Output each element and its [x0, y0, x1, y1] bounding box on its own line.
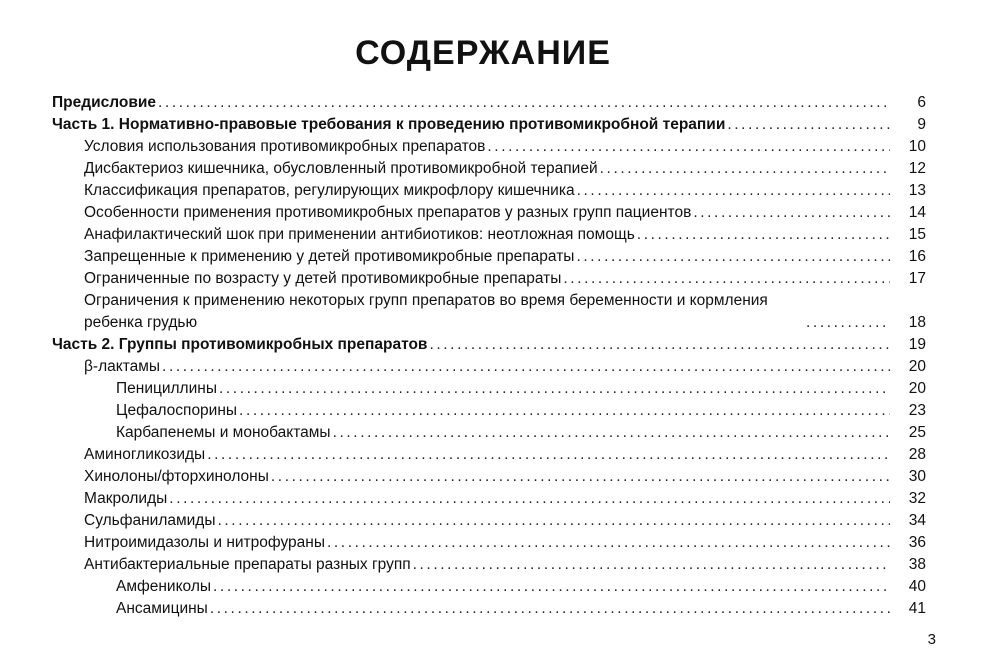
- toc-entry-page: 28: [908, 446, 926, 463]
- toc-entry-page: 20: [908, 380, 926, 397]
- dot-leader: [413, 554, 890, 576]
- toc-entry-title: Карбапенемы и монобактамы: [116, 424, 331, 441]
- toc-entry[interactable]: [52, 378, 926, 400]
- toc-entry-page: 16: [908, 248, 926, 265]
- dot-leader: [333, 422, 890, 444]
- toc-entry[interactable]: [52, 290, 926, 334]
- toc-entry[interactable]: [52, 180, 926, 202]
- toc-entry-title: Особенности применения противомикробных препаратов у разных групп пациентов: [84, 204, 692, 221]
- toc-entry-page: 30: [908, 468, 926, 485]
- toc-entry[interactable]: [52, 598, 926, 620]
- toc-entry-title: Условия использования противомикробных препаратов: [84, 138, 486, 155]
- dot-leader: [806, 312, 890, 334]
- toc-entry-title: Нитроимидазолы и нитрофураны: [84, 534, 325, 551]
- toc-entry-page: 34: [908, 512, 926, 529]
- toc-entry[interactable]: [52, 114, 926, 136]
- toc-entry[interactable]: [52, 488, 926, 510]
- dot-leader: [207, 444, 890, 466]
- toc-entry-page: 6: [917, 94, 926, 111]
- toc-entry-title: Антибактериальные препараты разных групп: [84, 556, 411, 573]
- toc-entry[interactable]: [52, 466, 926, 488]
- page-title: СОДЕРЖАНИЕ: [355, 34, 611, 72]
- toc-entry-page: 12: [908, 160, 926, 177]
- toc-entry[interactable]: [52, 202, 926, 224]
- toc-entry[interactable]: [52, 422, 926, 444]
- toc-entry-title: Цефалоспорины: [116, 402, 238, 419]
- toc-entry-page: 18: [908, 314, 926, 331]
- table-of-contents: [52, 92, 926, 620]
- toc-entry-page: 9: [917, 116, 926, 133]
- toc-entry[interactable]: [52, 554, 926, 576]
- toc-entry-page: 14: [908, 204, 926, 221]
- dot-leader: [213, 576, 890, 598]
- page-number: 3: [927, 631, 936, 648]
- toc-entry-title: Предисловие: [52, 94, 157, 111]
- toc-entry-page: 40: [908, 578, 926, 595]
- toc-entry[interactable]: [52, 444, 926, 466]
- dot-leader: [429, 334, 890, 356]
- toc-entry[interactable]: [52, 246, 926, 268]
- toc-entry[interactable]: [52, 400, 926, 422]
- toc-entry-page: 15: [908, 226, 926, 243]
- dot-leader: [576, 246, 890, 268]
- toc-entry-page: 19: [908, 336, 926, 353]
- toc-entry-page: 10: [908, 138, 926, 155]
- toc-entry-title: Анафилактический шок при применении антибиотиков: неотложная помощь: [84, 226, 635, 243]
- dot-leader: [727, 114, 890, 136]
- dot-leader: [693, 202, 890, 224]
- toc-entry[interactable]: [52, 356, 926, 378]
- dot-leader: [210, 598, 890, 620]
- dot-leader: [219, 378, 890, 400]
- toc-entry-page: 23: [908, 402, 926, 419]
- toc-entry-title: Дисбактериоз кишечника, обусловленный противомикробной терапией: [84, 160, 598, 177]
- toc-entry-page: 13: [908, 182, 926, 199]
- toc-entry[interactable]: [52, 532, 926, 554]
- toc-entry[interactable]: [52, 92, 926, 114]
- toc-entry-title: Амфениколы: [116, 578, 212, 595]
- toc-entry[interactable]: [52, 510, 926, 532]
- dot-leader: [162, 356, 890, 378]
- toc-entry-page: 25: [908, 424, 926, 441]
- dot-leader: [600, 158, 890, 180]
- toc-entry-page: 32: [908, 490, 926, 507]
- toc-entry-page: 36: [908, 534, 926, 551]
- dot-leader: [239, 400, 890, 422]
- dot-leader: [217, 510, 890, 532]
- dot-leader: [487, 136, 890, 158]
- toc-entry-page: 20: [908, 358, 926, 375]
- toc-entry-title: Часть 1. Нормативно-правовые требования к проведению противомикробной терапии: [52, 116, 726, 133]
- toc-entry-title: Классификация препаратов, регулирующих микрофлору кишечника: [84, 182, 575, 199]
- dot-leader: [563, 268, 890, 290]
- toc-entry-title: Сульфаниламиды: [84, 512, 216, 529]
- toc-entry[interactable]: [52, 224, 926, 246]
- toc-entry[interactable]: [52, 334, 926, 356]
- dot-leader: [577, 180, 890, 202]
- toc-entry-title: Макролиды: [84, 490, 168, 507]
- toc-entry-title: Аминогликозиды: [84, 446, 206, 463]
- toc-entry-page: 41: [908, 600, 926, 617]
- toc-entry-page: 17: [908, 270, 926, 287]
- toc-entry-title: Запрещенные к применению у детей противомикробные препараты: [84, 248, 575, 265]
- toc-entry-title: Ансамицины: [116, 600, 208, 617]
- toc-entry-title: Часть 2. Группы противомикробных препаратов: [52, 336, 428, 353]
- toc-entry[interactable]: [52, 576, 926, 598]
- toc-entry[interactable]: [52, 158, 926, 180]
- dot-leader: [327, 532, 890, 554]
- toc-entry[interactable]: [52, 268, 926, 290]
- toc-entry-title: β-лактамы: [84, 358, 161, 375]
- toc-entry[interactable]: [52, 136, 926, 158]
- dot-leader: [169, 488, 890, 510]
- dot-leader: [271, 466, 890, 488]
- toc-entry-title: Ограничения к применению некоторых групп препаратов во время беременности и кормления ребенка грудью: [84, 292, 768, 331]
- dot-leader: [637, 224, 890, 246]
- toc-entry-title: Пенициллины: [116, 380, 217, 397]
- toc-entry-page: 38: [908, 556, 926, 573]
- toc-entry-title: Ограниченные по возрасту у детей противомикробные препараты: [84, 270, 562, 287]
- toc-entry-title: Хинолоны/фторхинолоны: [84, 468, 269, 485]
- dot-leader: [158, 92, 890, 114]
